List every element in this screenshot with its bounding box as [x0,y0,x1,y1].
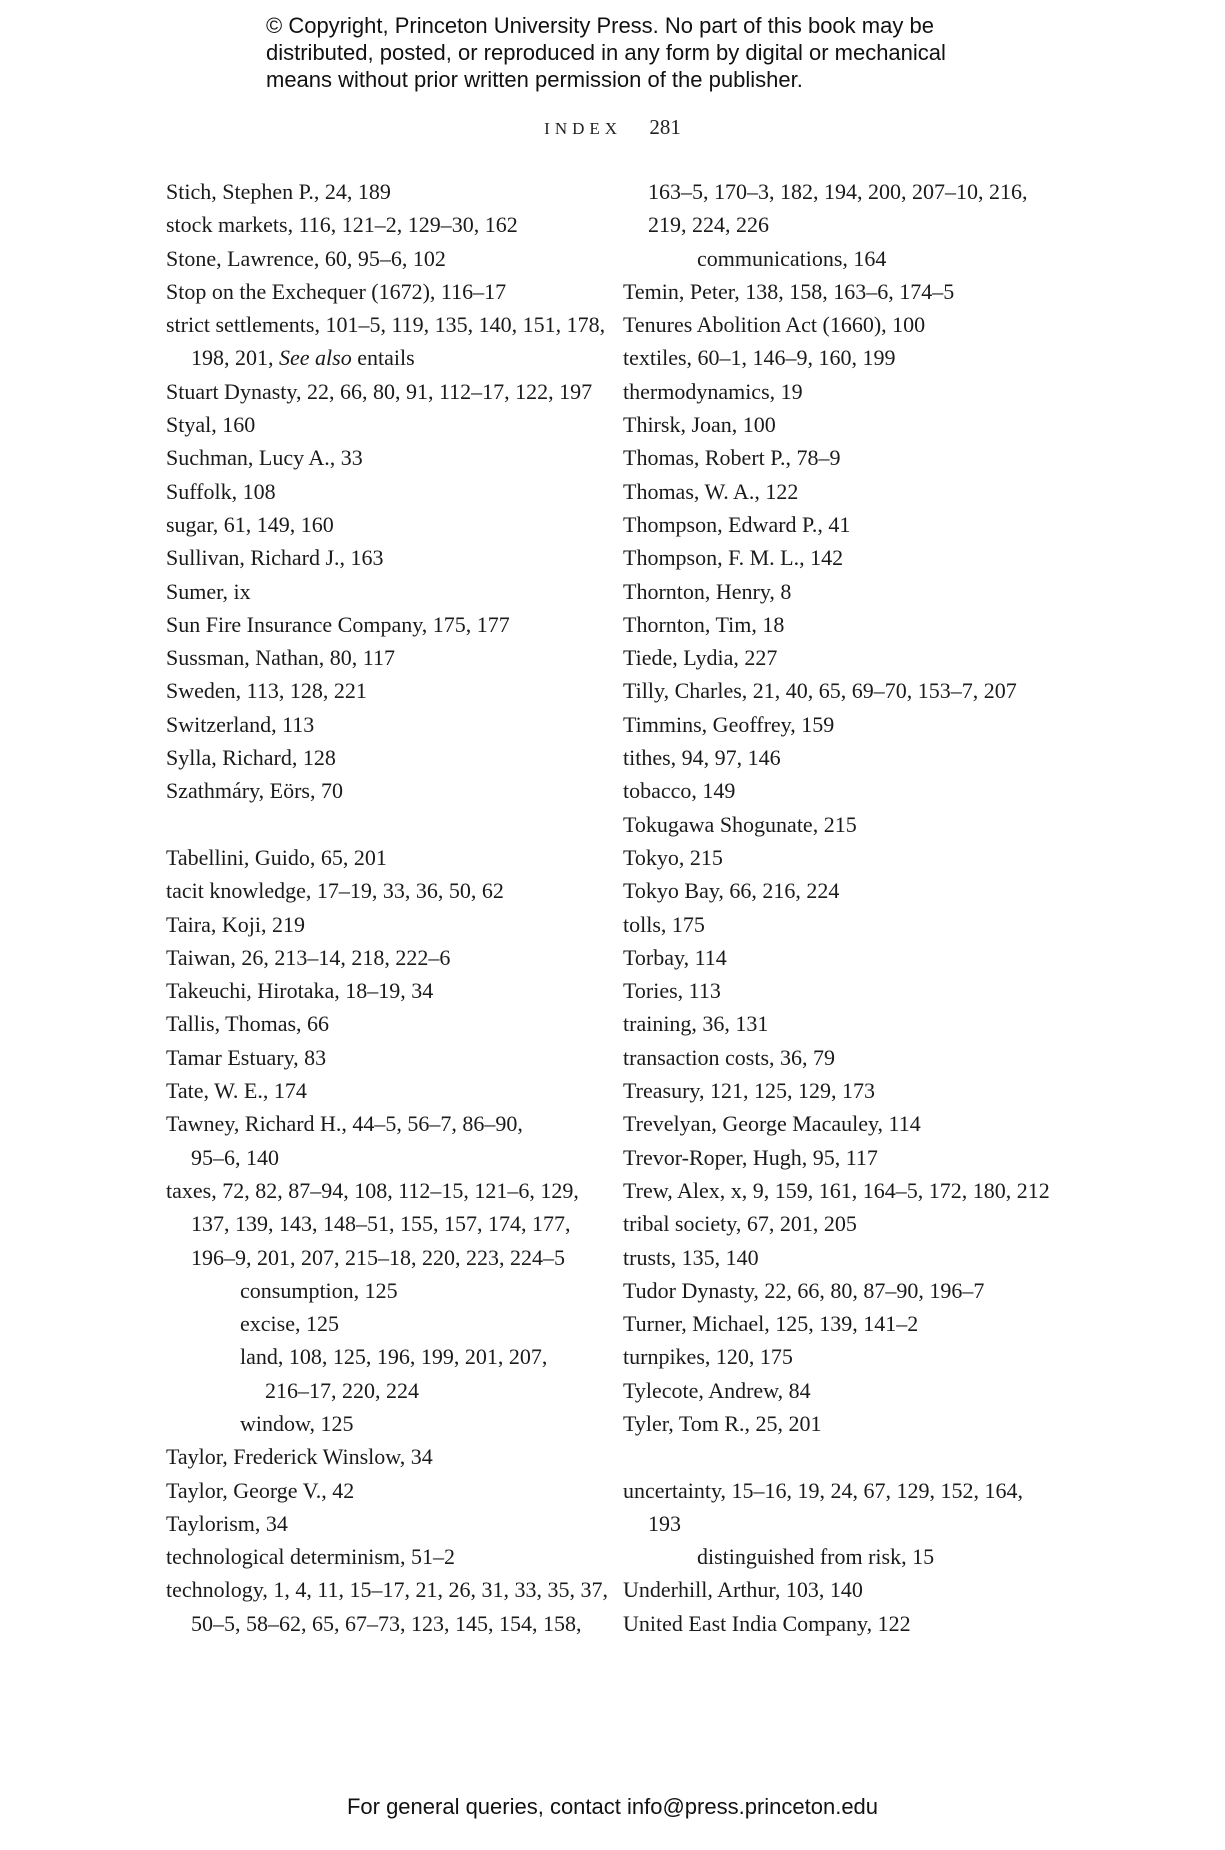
index-entry [166,941,606,974]
entry-line [166,1507,606,1540]
entry-text: Taylor, George V., 42 [166,1477,355,1503]
entry-text: Turner, Michael, 125, 139, 141–2 [623,1311,919,1337]
entry-text: Taylor, Frederick Winslow, 34 [166,1444,433,1470]
entry-text: window, 125 [240,1410,354,1436]
entry-text: strict settlements, 101–5, 119, 135, 140, 151, 178, [166,312,606,338]
index-entry [166,908,606,941]
index-column-left [166,175,609,1640]
entry-line [166,175,606,208]
index-subentry [623,242,1063,275]
entry-line [623,608,1063,641]
entry-text: Thomas, W. A., 122 [623,478,799,504]
entry-text: Tokyo, 215 [623,844,723,870]
entry-line [166,1274,606,1307]
entry-text: Tilly, Charles, 21, 40, 65, 69–70, 153–7, 207 [623,678,1017,704]
index-entry [166,242,606,275]
entry-text: 163–5, 170–3, 182, 194, 200, 207–10, 216, [648,179,1028,204]
index-entry [166,1507,606,1540]
entry-text: Tylecote, Andrew, 84 [623,1377,811,1403]
entry-text: Szathmáry, Eörs, 70 [166,778,343,804]
index-entry [623,608,1063,641]
index-entry [166,641,606,674]
entry-text: tolls, 175 [623,911,705,937]
entry-line [623,575,1063,608]
entry-line [166,1007,606,1040]
entry-text: Temin, Peter, 138, 158, 163–6, 174–5 [623,278,955,304]
entry-line [623,641,1063,674]
entry-text: 198, 201, [191,345,279,371]
index-entry [623,774,1063,807]
entry-text: Sullivan, Richard J., 163 [166,545,384,571]
index-entry [623,674,1063,707]
running-head [0,114,1225,142]
entry-text: Stop on the Exchequer (1672), 116–17 [166,278,507,304]
entry-line [166,208,606,241]
entry-line [623,1174,1063,1207]
index-entry [623,941,1063,974]
entry-line [166,841,606,874]
entry-line [623,1474,1063,1507]
entry-text: Thomas, Robert P., 78–9 [623,445,841,471]
entry-line [623,841,1063,874]
index-entry [623,575,1063,608]
entry-text: Sweden, 113, 128, 221 [166,678,367,704]
entry-line [166,575,606,608]
entry-text: tithes, 94, 97, 146 [623,745,781,771]
entry-line [623,874,1063,907]
entry-text: land, 108, 125, 196, 199, 201, 207, [240,1344,548,1370]
index-entry [166,308,606,375]
entry-text: Tenures Abolition Act (1660), 100 [623,312,926,338]
index-entry [623,1307,1063,1340]
index-entry [623,408,1063,441]
index-entry [623,1107,1063,1140]
index-subentry [623,1540,1063,1573]
index-entry [166,1074,606,1107]
entry-text: communications, 164 [697,245,887,271]
entry-text: thermodynamics, 19 [623,378,803,404]
index-entry [623,1407,1063,1440]
entry-line [166,475,606,508]
entry-line [623,1007,1063,1040]
entry-line [623,1340,1063,1373]
index-entry [166,575,606,608]
entry-line [166,641,606,674]
index-entry [623,1274,1063,1307]
entry-line [623,1274,1063,1307]
entry-line [166,1474,606,1507]
entry-text: Thompson, Edward P., 41 [623,511,851,537]
entry-text: uncertainty, 15–16, 19, 24, 67, 129, 152, 164, [623,1477,1024,1503]
entry-line [623,1540,1063,1573]
entry-line [623,1107,1063,1140]
index-entry [623,1007,1063,1040]
entry-text: Thornton, Tim, 18 [623,611,785,637]
entry-text: Suffolk, 108 [166,478,276,504]
entry-text: Sumer, ix [166,578,251,604]
entry-line [166,1440,606,1473]
entry-line [166,1107,606,1140]
index-entry [623,1607,1063,1640]
letter-group-gap [623,1440,1063,1473]
index-entry [166,1041,606,1074]
entry-line [166,1407,606,1440]
entry-text: Underhill, Arthur, 103, 140 [623,1577,863,1603]
index-entry [623,475,1063,508]
entry-line [623,1241,1063,1274]
page-number: 281 [649,115,681,139]
entry-text: Taylorism, 34 [166,1510,288,1536]
entry-line [623,1307,1063,1340]
index-entry [623,1573,1063,1606]
entry-text: Timmins, Geoffrey, 159 [623,711,835,737]
entry-text: trusts, 135, 140 [623,1244,759,1270]
entry-line [166,674,606,707]
entry-line [166,541,606,574]
entry-text: sugar, 61, 149, 160 [166,511,334,537]
entry-line [623,741,1063,774]
entry-text: Switzerland, 113 [166,711,315,737]
entry-text: Sun Fire Insurance Company, 175, 177 [166,611,510,637]
entry-line [166,508,606,541]
entry-line [623,908,1063,941]
entry-line [166,375,606,408]
copyright-line: means without prior written permission of the publisher. [266,67,803,92]
entry-text: United East India Company, 122 [623,1610,911,1636]
entry-line [623,1074,1063,1107]
index-subentry [166,1274,606,1307]
index-entry [166,1540,606,1573]
entry-text: 50–5, 58–62, 65, 67–73, 123, 145, 154, 158, [191,1610,582,1636]
entry-line [623,1041,1063,1074]
entry-text: Stone, Lawrence, 60, 95–6, 102 [166,245,446,271]
entry-continuation-line [623,208,1063,241]
index-entry [623,275,1063,308]
entry-line [623,708,1063,741]
index-entry [166,208,606,241]
entry-text: 219, 224, 226 [648,212,769,238]
index-entry [166,475,606,508]
index-entry [166,874,606,907]
entry-text: tobacco, 149 [623,778,736,804]
entry-line [166,242,606,275]
entry-text: Suchman, Lucy A., 33 [166,445,363,471]
index-entry [623,1374,1063,1407]
index-entry [623,375,1063,408]
entry-text: Thompson, F. M. L., 142 [623,545,844,571]
index-entry [166,608,606,641]
entry-text: consumption, 125 [240,1277,398,1303]
entry-text: Trevor-Roper, Hugh, 95, 117 [623,1144,878,1170]
index-entry [623,308,1063,341]
entry-continuation-line [166,1207,606,1240]
entry-line [166,408,606,441]
entry-line [623,1374,1063,1407]
entry-line [166,974,606,1007]
index-entry [166,1107,606,1174]
index-entry [623,1340,1063,1373]
index-entry [623,1074,1063,1107]
index-entry [166,541,606,574]
entry-text: tribal society, 67, 201, 205 [623,1211,857,1237]
entry-line [623,175,1063,208]
entry-text: Tyler, Tom R., 25, 201 [623,1410,822,1436]
entry-line [166,608,606,641]
entry-line [166,708,606,741]
index-entry [166,774,606,807]
entry-line [623,475,1063,508]
entry-line [623,308,1063,341]
entry-text: Taiwan, 26, 213–14, 218, 222–6 [166,944,451,970]
entry-text: Tate, W. E., 174 [166,1078,307,1104]
entry-continuation-line [166,1374,606,1407]
entry-text: 196–9, 201, 207, 215–18, 220, 223, 224–5 [191,1244,565,1270]
entry-line [623,674,1063,707]
index-entry [623,341,1063,374]
entry-line [166,1340,606,1373]
entry-text: Sylla, Richard, 128 [166,745,336,771]
entry-continuation-line [623,1507,1063,1540]
entry-line [166,1307,606,1340]
entry-line [166,1041,606,1074]
index-entry [623,708,1063,741]
index-entry [166,275,606,308]
entry-line [623,1607,1063,1640]
entry-line [166,275,606,308]
cross-reference-label: See also [279,345,352,371]
copyright-line: © Copyright, Princeton University Press. No part of this book may be [266,13,934,38]
entry-text: 95–6, 140 [191,1144,279,1170]
index-entry [166,674,606,707]
entry-text: transaction costs, 36, 79 [623,1044,836,1070]
entry-line [623,541,1063,574]
entry-line [166,774,606,807]
entry-text: Takeuchi, Hirotaka, 18–19, 34 [166,978,434,1004]
entry-continuation-line [166,341,606,374]
index-entry [166,841,606,874]
entry-text: textiles, 60–1, 146–9, 160, 199 [623,345,896,371]
entry-line [166,1174,606,1207]
entry-line [166,1540,606,1573]
entry-text: Tokyo Bay, 66, 216, 224 [623,878,840,904]
entry-text: Treasury, 121, 125, 129, 173 [623,1078,875,1104]
entry-line [623,508,1063,541]
cross-reference-target: entails [351,345,415,371]
entry-continuation-line [166,1607,606,1640]
index-entry [623,908,1063,941]
entry-text: Sussman, Nathan, 80, 117 [166,645,395,671]
entry-line [623,375,1063,408]
copyright-notice [266,12,986,93]
entry-line [166,741,606,774]
index-entry [623,841,1063,874]
entry-text: distinguished from risk, 15 [697,1544,935,1570]
entry-text: Stich, Stephen P., 24, 189 [166,179,391,204]
index-entry [623,1141,1063,1174]
entry-text: 137, 139, 143, 148–51, 155, 157, 174, 177, [191,1211,571,1237]
index-entry [166,508,606,541]
entry-text: Tokugawa Shogunate, 215 [623,811,857,837]
entry-text: Tawney, Richard H., 44–5, 56–7, 86–90, [166,1111,523,1137]
entry-line [623,1573,1063,1606]
entry-line [166,1573,609,1606]
entry-text: Thornton, Henry, 8 [623,578,792,604]
entry-text: Thirsk, Joan, 100 [623,412,776,438]
entry-line [623,275,1063,308]
entry-text: Trevelyan, George Macauley, 114 [623,1111,921,1137]
index-entry [166,1007,606,1040]
entry-text: Torbay, 114 [623,944,727,970]
index-entry [166,708,606,741]
index-entry [166,441,606,474]
entry-text: Tories, 113 [623,978,721,1004]
entry-line [166,308,606,341]
entry-text: excise, 125 [240,1311,339,1337]
entry-text: technological determinism, 51–2 [166,1544,455,1570]
copyright-line: distributed, posted, or reproduced in any form by digital or mechanical [266,40,946,65]
entry-line [623,774,1063,807]
index-entry [623,1207,1063,1240]
index-entry [166,1573,609,1640]
index-entry [623,441,1063,474]
entry-continuation-line [166,1141,606,1174]
entry-text: 193 [648,1510,681,1536]
entry-continuation-line [166,1241,606,1274]
entry-text: Taira, Koji, 219 [166,911,305,937]
index-entry [623,1474,1063,1541]
index-entry [166,741,606,774]
entry-line [623,441,1063,474]
entry-text: 216–17, 220, 224 [265,1377,419,1403]
entry-text: training, 36, 131 [623,1011,769,1037]
index-subentry [166,1407,606,1440]
entry-text: Stuart Dynasty, 22, 66, 80, 91, 112–17, 122, 197 [166,378,593,404]
entry-text: Tamar Estuary, 83 [166,1044,327,1070]
entry-line [623,1407,1063,1440]
entry-text: Styal, 160 [166,412,256,438]
index-entry [623,741,1063,774]
index-subentry [166,1340,606,1407]
footer-contact: For general queries, contact info@press.princeton.edu [346,1794,879,1819]
entry-line [623,408,1063,441]
index-entry [166,408,606,441]
index-entry [166,1474,606,1507]
index-entry [623,508,1063,541]
entry-line [623,941,1063,974]
entry-line [166,1074,606,1107]
index-entry [166,1440,606,1473]
index-entry [623,808,1063,841]
index-entry [166,974,606,1007]
index-entry [623,541,1063,574]
entry-text: technology, 1, 4, 11, 15–17, 21, 26, 31, 33, 35, 37, [166,1577,609,1603]
entry-text: Tabellini, Guido, 65, 201 [166,844,387,870]
entry-line [623,1207,1063,1240]
entry-text: stock markets, 116, 121–2, 129–30, 162 [166,212,518,238]
entry-text: turnpikes, 120, 175 [623,1344,793,1370]
index-entry [166,175,606,208]
index-entry [166,1174,606,1274]
entry-text: Trew, Alex, x, 9, 159, 161, 164–5, 172, 180, 212 [623,1177,1050,1203]
entry-line [623,1141,1063,1174]
index-entry [623,974,1063,1007]
index-entry [623,1241,1063,1274]
index-entry [623,1174,1063,1207]
entry-line [623,974,1063,1007]
entry-line [166,441,606,474]
entry-text: Tudor Dynasty, 22, 66, 80, 87–90, 196–7 [623,1277,985,1303]
entry-line [623,341,1063,374]
section-label: INDEX [544,119,623,138]
entry-line [166,908,606,941]
index-entry [623,641,1063,674]
index-entry [623,1041,1063,1074]
entry-line [166,941,606,974]
index-entry [623,874,1063,907]
letter-group-gap [166,808,606,841]
entry-line [623,242,1063,275]
entry-text: tacit knowledge, 17–19, 33, 36, 50, 62 [166,878,504,904]
entry-line [166,874,606,907]
index-column-right [623,175,1063,1640]
entry-text: Tallis, Thomas, 66 [166,1011,330,1037]
entry-text: Tiede, Lydia, 227 [623,645,778,671]
index-entry-continued [623,175,1063,242]
index-subentry [166,1307,606,1340]
index-entry [166,375,606,408]
entry-text: taxes, 72, 82, 87–94, 108, 112–15, 121–6, 129, [166,1177,579,1203]
entry-line [623,808,1063,841]
